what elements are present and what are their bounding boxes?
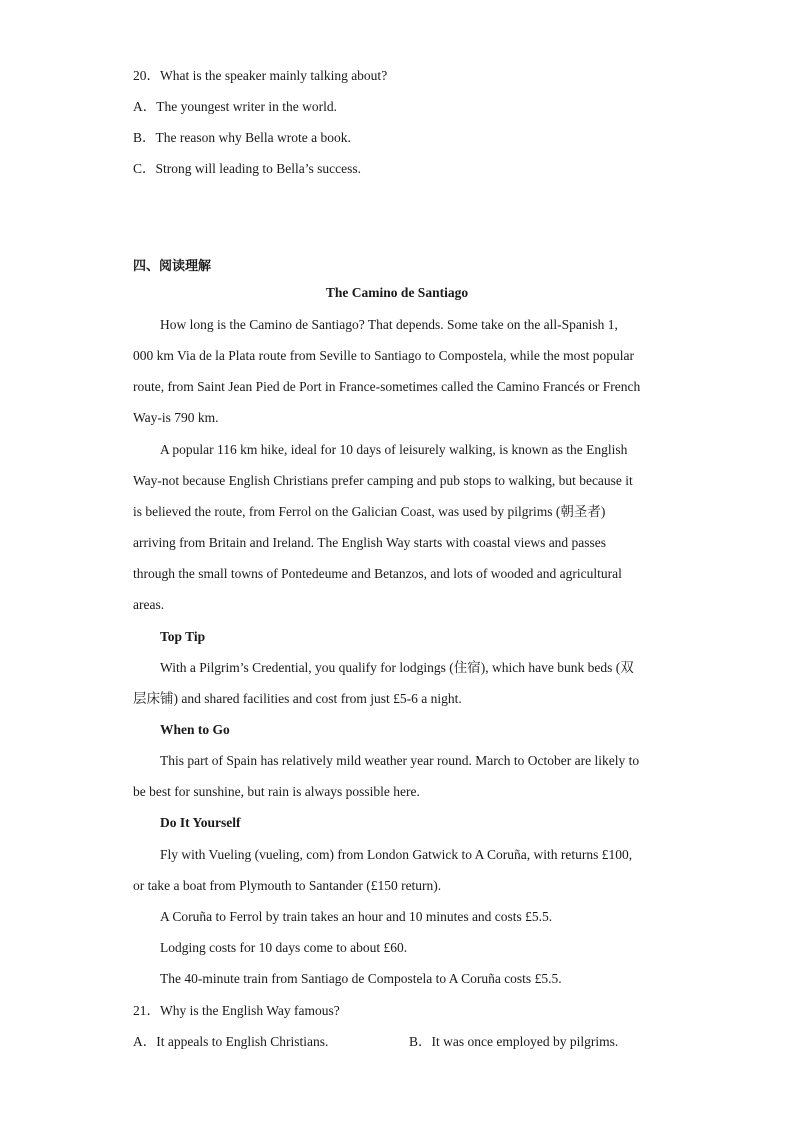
question-20-option-c: C．Strong will leading to Bella’s success. bbox=[133, 161, 361, 176]
do-it-yourself-line: or take a boat from Plymouth to Santander (£150 return). bbox=[133, 878, 442, 893]
when-to-go-heading: When to Go bbox=[160, 722, 230, 737]
question-21-option-b: B．It was once employed by pilgrims. bbox=[409, 1034, 619, 1049]
top-tip-line: 层床铺) and shared facilities and cost from just £5-6 a night. bbox=[133, 691, 462, 706]
paragraph-2-line: through the small towns of Pontedeume and Betanzos, and lots of wooded and agricultural bbox=[133, 566, 622, 581]
paragraph-2-line: is believed the route, from Ferrol on the Galician Coast, was used by pilgrims (朝圣者) bbox=[133, 504, 606, 519]
do-it-yourself-line: Lodging costs for 10 days come to about £60. bbox=[160, 940, 408, 955]
paragraph-1-line: Way-is 790 km. bbox=[133, 410, 219, 425]
question-20-stem: 20．What is the speaker mainly talking about? bbox=[133, 68, 388, 83]
paragraph-1-line: How long is the Camino de Santiago? That depends. Some take on the all-Spanish 1, bbox=[160, 317, 618, 332]
when-to-go-line: This part of Spain has relatively mild weather year round. March to October are likely to bbox=[160, 753, 640, 768]
paragraph-2-line: Way-not because English Christians prefer camping and pub stops to walking, but because it bbox=[133, 473, 633, 488]
question-21-option-a: A．It appeals to English Christians. bbox=[133, 1034, 329, 1049]
do-it-yourself-line: Fly with Vueling (vueling, com) from London Gatwick to A Coruña, with returns £100, bbox=[160, 847, 633, 862]
do-it-yourself-line: The 40-minute train from Santiago de Compostela to A Coruña costs £5.5. bbox=[160, 971, 562, 986]
do-it-yourself-heading: Do It Yourself bbox=[160, 815, 241, 830]
question-20-option-b: B．The reason why Bella wrote a book. bbox=[133, 130, 351, 145]
question-21-stem: 21．Why is the English Way famous? bbox=[133, 1003, 340, 1018]
do-it-yourself-line: A Coruña to Ferrol by train takes an hour and 10 minutes and costs £5.5. bbox=[160, 909, 553, 924]
paragraph-1-line: route, from Saint Jean Pied de Port in France-sometimes called the Camino Francés or French bbox=[133, 379, 641, 394]
paragraph-2-line: areas. bbox=[133, 597, 165, 612]
section-heading: 四、阅读理解 bbox=[133, 259, 212, 274]
paragraph-1-line: 000 km Via de la Plata route from Seville to Santiago to Compostela, while the most popular bbox=[133, 348, 634, 363]
paragraph-2-line: A popular 116 km hike, ideal for 10 days of leisurely walking, is known as the English bbox=[160, 442, 628, 457]
passage-title: The Camino de Santiago bbox=[325, 285, 469, 300]
question-20-option-a: A．The youngest writer in the world. bbox=[133, 99, 337, 114]
paragraph-2-line: arriving from Britain and Ireland. The English Way starts with coastal views and passes bbox=[133, 535, 607, 550]
top-tip-heading: Top Tip bbox=[160, 629, 206, 644]
top-tip-line: With a Pilgrim’s Credential, you qualify for lodgings (住宿), which have bunk beds (双 bbox=[160, 660, 634, 675]
when-to-go-line: be best for sunshine, but rain is always possible here. bbox=[133, 784, 420, 799]
